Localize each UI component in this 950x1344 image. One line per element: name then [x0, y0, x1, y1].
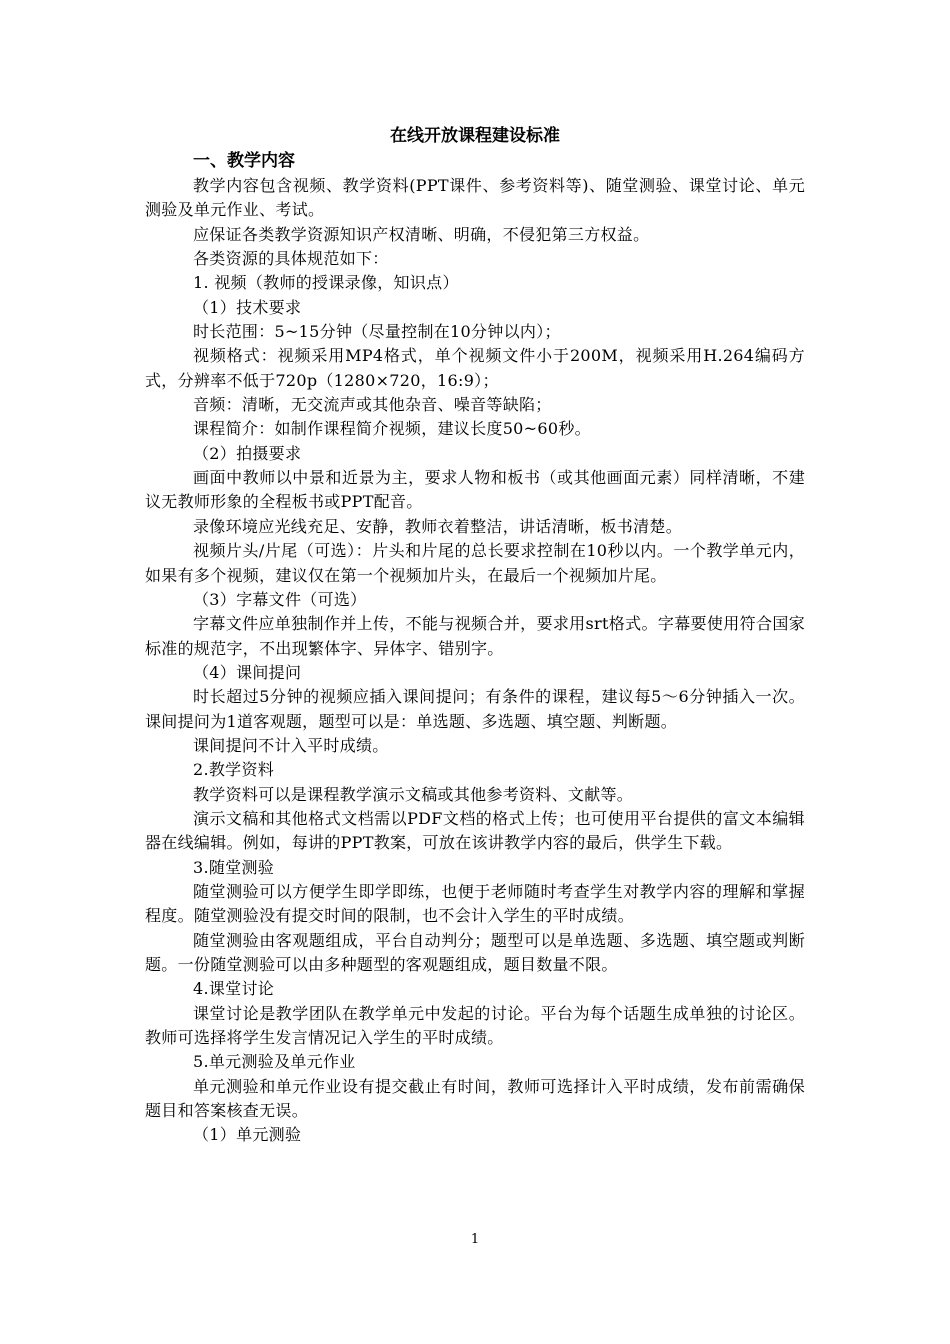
section-heading: 一、教学内容 — [193, 151, 295, 171]
page-number: 1 — [470, 1232, 480, 1247]
paragraph: 视频格式：视频采用MP4格式，单个视频文件小于200M，视频采用H.264编码方式，分辨率不低于720p（1280×720，16:9）； — [145, 346, 805, 390]
paragraph: 教学内容包含视频、教学资料(PPT课件、参考资料等)、随堂测验、课堂讨论、单元测验及单元作业、考试。 — [145, 176, 805, 220]
document-body — [145, 124, 805, 1148]
subsection-heading: （1）技术要求 — [193, 297, 302, 317]
subsection-heading: 4.课堂讨论 — [193, 979, 275, 999]
paragraph: 音频：清晰，无交流声或其他杂音、噪音等缺陷； — [193, 395, 552, 415]
paragraph: 演示文稿和其他格式文档需以PDF文档的格式上传；也可使用平台提供的富文本编辑器在线编辑。例如，每讲的PPT教案，可放在该讲教学内容的最后，供学生下载。 — [145, 808, 805, 853]
subsection-heading: 1. 视频（教师的授课录像，知识点） — [193, 273, 459, 293]
subsection-heading: （2）拍摄要求 — [193, 443, 302, 463]
paragraph: 录像环境应光线充足、安静，教师衣着整洁，讲话清晰，板书清楚。 — [193, 516, 683, 536]
paragraph: 时长超过5分钟的视频应插入课间提问；有条件的课程，建议每5～6分钟插入一次。课间提问为1道客观题，题型可以是：单选题、多选题、填空题、判断题。 — [145, 687, 805, 731]
paragraph: 时长范围：5~15分钟（尽量控制在10分钟以内）； — [193, 322, 561, 342]
subsection-heading: （4）课间提问 — [193, 662, 302, 682]
paragraph: 画面中教师以中景和近景为主，要求人物和板书（或其他画面元素）同样清晰，不建议无教师形象的全程板书或PPT配音。 — [145, 468, 805, 512]
paragraph: 课间提问不计入平时成绩。 — [193, 735, 389, 755]
paragraph: 随堂测验可以方便学生即学即练，也便于老师随时考查学生对教学内容的理解和掌握程度。随堂测验没有提交时间的限制，也不会计入学生的平时成绩。 — [145, 881, 805, 926]
paragraph: 随堂测验由客观题组成，平台自动判分；题型可以是单选题、多选题、填空题或判断题。一份随堂测验可以由多种题型的客观题组成，题目数量不限。 — [145, 930, 805, 974]
subsection-heading: 5.单元测验及单元作业 — [193, 1052, 356, 1072]
paragraph: 课程简介：如制作课程简介视频，建议长度50~60秒。 — [193, 419, 591, 439]
paragraph: 教学资料可以是课程教学演示文稿或其他参考资料、文献等。 — [193, 784, 634, 804]
paragraph: 应保证各类教学资源知识产权清晰、明确，不侵犯第三方权益。 — [193, 224, 650, 244]
paragraph: 课堂讨论是教学团队在教学单元中发起的讨论。平台为每个话题生成单独的讨论区。教师可选择将学生发言情况记入学生的平时成绩。 — [145, 1003, 805, 1048]
paragraph: 各类资源的具体规范如下： — [193, 249, 389, 269]
subsection-heading: （1）单元测验 — [193, 1125, 302, 1145]
document-title: 在线开放课程建设标准 — [390, 126, 560, 146]
subsection-heading: 3.随堂测验 — [193, 857, 275, 877]
paragraph: 单元测验和单元作业设有提交截止有时间，教师可选择计入平时成绩，发布前需确保题目和答案核查无误。 — [145, 1076, 805, 1121]
subsection-heading: 2.教学资料 — [193, 760, 275, 780]
paragraph: 字幕文件应单独制作并上传，不能与视频合并，要求用srt格式。字幕要使用符合国家标准的规范字，不出现繁体字、异体字、错别字。 — [145, 614, 805, 658]
paragraph: 视频片头/片尾（可选）：片头和片尾的总长要求控制在10秒以内。一个教学单元内，如果有多个视频，建议仅在第一个视频加片头，在最后一个视频加片尾。 — [145, 541, 805, 585]
subsection-heading: （3）字幕文件（可选） — [193, 589, 367, 609]
